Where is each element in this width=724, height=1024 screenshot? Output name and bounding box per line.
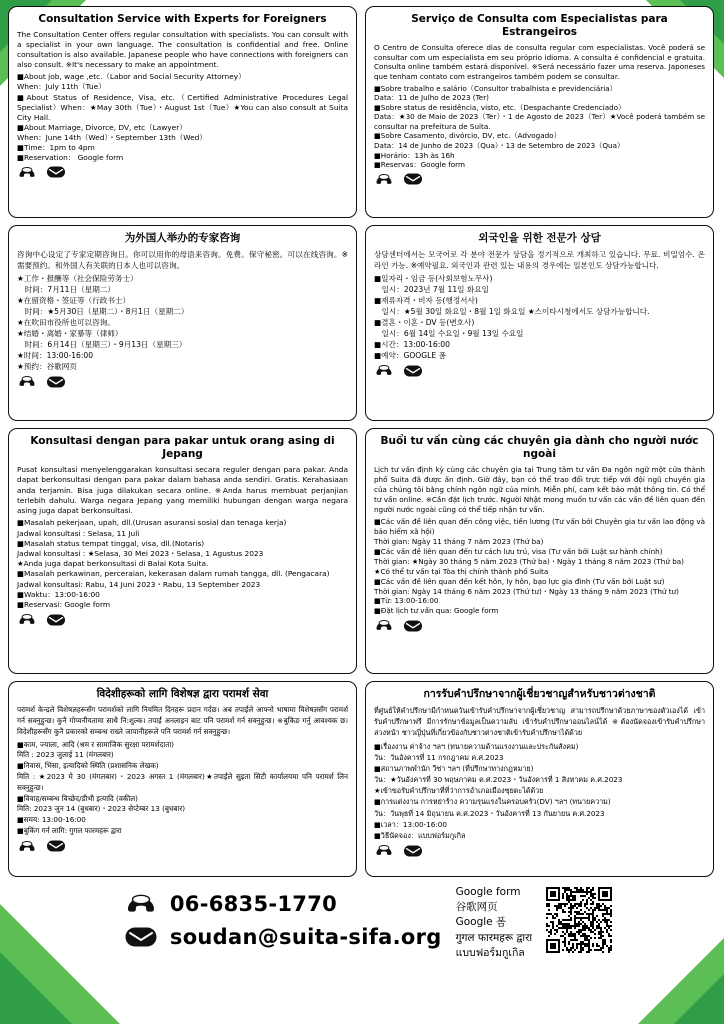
- card-line: Thời gian: Ngày 11 tháng 7 năm 2023 (Thứ ba): [374, 536, 544, 546]
- phone-number: 06-6835-1770: [169, 892, 338, 916]
- mail-icon: [46, 165, 66, 179]
- phone-icon: [17, 165, 37, 180]
- card-line: ■เวลา：13:00-16:00: [374, 819, 447, 829]
- phone-icon: [374, 172, 394, 187]
- google-form-label-zh: 谷歌网页: [455, 901, 498, 914]
- phone-icon: [17, 839, 37, 854]
- card-title: Buổi tư vấn cùng các chuyên gia dành cho người nước ngoài: [380, 435, 699, 461]
- card-title: 외국인을 위한 전문가 상담: [478, 232, 601, 244]
- card-intro: परामर्श केन्द्रले विशेषज्ञहरूसँग परामर्शको लागि नियमित दिनहरू प्रदान गर्दछ। अब तपाईंले आफ्नो भाषामा विशेषज्ञसँग परामर्श गर्न सक्नुहुन्छ। कुनै गोप्यनीयतामा साथै नि:शुल्क। तपाईं अनलाइन बाट पनि परामर्श गर्न सक्नुहुन्छ। ※बुकिङ गर्नु आवश्यक छ। विदेशीहरूसँग कुनै प्रकारको सम्बन्ध राख्ने जापानीहरूले पनि परामर्श गर्न सक्नुहुन्छ।: [17, 705, 348, 736]
- mail-icon: [46, 375, 66, 389]
- card-line: ■สถานภาพพำนัก วีซ่า ฯลฯ (ที่ปรึกษาทางกฎหมาย): [374, 763, 534, 773]
- card-line: ■Time：1pm to 4pm: [17, 142, 95, 152]
- card-contact-icons: [17, 165, 348, 180]
- card-line: ■About job, wage ,etc.（Labor and Social Security Attorney）: [17, 72, 246, 82]
- card-contact-icons: [374, 172, 705, 187]
- card-line: ■Sobre trabalho e salário（Consultor trabalhista e previdenciária）: [374, 83, 617, 93]
- card-line: ■निवास, भिसा, इत्यादिको स्थिति (प्रशासनिक लेखक): [17, 761, 159, 771]
- card-line: ■Reservation： Google form: [17, 152, 124, 162]
- card-line: Data：14 de Junho de 2023（Qua）・13 de Setembro de 2023（Qua）: [374, 141, 625, 151]
- footer-contact: [8, 883, 716, 961]
- card-line: ★结婚・离婚・家暴等（律师）: [17, 329, 123, 339]
- card-line: ■Các vấn đề liên quan đến kết hôn, ly hôn, bạo lực gia đình (Tư vấn bởi Luật sư): [374, 576, 665, 586]
- card-contact-icons: [374, 363, 705, 378]
- card-line: ■시간：13:00-16:00: [374, 340, 450, 350]
- card-line: ■Các vấn đề liên quan đến tư cách lưu trú, visa (Tư vấn bởi Luật sư hành chính): [374, 546, 663, 556]
- mail-icon: [124, 925, 158, 949]
- card-line: Data：11 de Julho de 2023 (Ter): [374, 93, 489, 103]
- mail-icon: [403, 619, 423, 633]
- google-form-label-en: Google form: [455, 886, 521, 898]
- mail-icon: [46, 613, 66, 627]
- card-line: मिति : ★2023 मे 30 (मंगलबार)・2023 अगस्त 1 (मंगलबार)★तपाईंले सुइता सिटी कार्यालयमा पनि परामर्श लिन सक्नुहुन्छ।: [17, 771, 348, 792]
- card-contact-icons: [374, 843, 705, 858]
- card-line: 时间：7月11日（星期二）: [17, 285, 116, 295]
- card-line: ■Sobre status de residência, visto, etc.（Despachante Credenciado）: [374, 102, 626, 112]
- card-line: วัน：วันพุธที่ 14 มิถุนายน ค.ศ.2023・วันอังคารที่ 13 กันยายน ค.ศ.2023: [374, 808, 605, 818]
- card-line: When：June 14th（Wed）・September 13th（Wed）: [17, 132, 207, 142]
- consultation-card-chinese: [8, 225, 357, 421]
- card-line: ■About Status of Residence, Visa, etc.（Certified Administrative Procedures Legal Specialist）When：★May 30th（Tue）・August 1st（Tue）★You can also consult at Suita City Hall.: [17, 92, 348, 122]
- card-contact-icons: [17, 839, 348, 854]
- card-contact-icons: [17, 374, 348, 389]
- card-line: ★Có thể tư vấn tại Tòa thị chính thành phố Suita: [374, 566, 549, 576]
- card-line: ■재류자격・비자 등(행정서사): [374, 296, 478, 306]
- card-line: ■Masalah pekerjaan, upah, dll.(Urusan asuransi sosial dan tenaga kerja): [17, 518, 287, 528]
- card-intro: Pusat konsultasi menyelenggarakan konsultasi secara reguler dengan para pakar. Anda dapat berkonsultasi dengan para pakar dalam bahasa anda sendiri. Gratis. Kerahasiaan anda terjamin. Bisa juga dilakukan secara online. ※Anda harus membuat perjanjian terlebih dahulu. Warga negara Jepang yang memiliki hubungan dengan warga negara asing juga dapat berkonsultasi.: [17, 465, 348, 516]
- card-line: Thời gian: Ngày 14 tháng 6 năm 2023 (Thứ tư)・Ngày 13 tháng 9 năm 2023 (Thứ tư): [374, 586, 679, 596]
- card-line: Jadwal konsultasi : Selasa, 11 Juli: [17, 528, 140, 538]
- email-address: soudan@suita-sifa.org: [169, 925, 442, 949]
- consultation-card-english: [8, 6, 357, 218]
- card-line: ■결혼・이혼・DV 등(변호사): [374, 318, 475, 328]
- card-title: Consultation Service with Experts for Foreigners: [38, 13, 327, 25]
- card-title: Konsultasi dengan para pakar untuk orang asing di Jepang: [30, 435, 335, 461]
- card-line: मिति: 2023 जुन 14 (बुधबार)・2023 सेप्टेम्बर 13 (बुधबार): [17, 804, 186, 814]
- card-contact-icons: [374, 618, 705, 633]
- card-intro: 咨询中心设定了专家定期咨询日。你可以用你的母语来咨询。免费。保守秘密。可以在线咨询。※需要预约。和外国人有关联的日本人也可以咨询。: [17, 250, 348, 271]
- phone-icon: [17, 374, 37, 389]
- card-intro: 상담센터에서는 모국어로 각 분야 전문가 상담을 정기적으로 개최하고 있습니다. 무료. 비밀엄수. 온라인 가능. ※예약필요. 외국인과 관련 있는 내용의 경우에는 일본인도 상담가능합니다.: [374, 250, 705, 271]
- card-line: ■Sobre Casamento, divórcio, DV, etc.（Advogado）: [374, 131, 561, 141]
- card-line: ■Reservasi: Google form: [17, 600, 111, 610]
- card-line: 时间：6月14日（星期三）・9月13日（星期三）: [17, 340, 187, 350]
- card-line: Jadwal konsultasi : ★Selasa, 30 Mei 2023・Selasa, 1 Agustus 2023: [17, 549, 264, 558]
- card-line: When：July 11th（Tue）: [17, 82, 106, 92]
- card-line: ■วิธีนัดจอง：แบบฟอร์มกูเกิล: [374, 830, 466, 840]
- card-line: ■การแต่งงาน การหย่าร้าง ความรุนแรงในครอบครัว(DV) ฯลฯ (ทนายความ): [374, 797, 611, 807]
- card-intro: O Centro de Consulta oferece dias de consulta regular com especialistas. Você poderá se consultar com um especialista em seu próprio idioma. A consulta é confidencial e gratuita. Consulta online também estará disponível. ※Será necessário fazer uma reserva. Japoneses que tenham contato com estrangeiros também podem se consultar.: [374, 43, 705, 81]
- card-line: मिति : 2023 जुलाई 11 (मंगलबार): [17, 750, 114, 760]
- card-line: วัน：วันอังคารที่ 11 กรกฎาคม ค.ศ.2023: [374, 752, 504, 762]
- card-line: Data：★30 de Maio de 2023（Ter）・1 de Agosto de 2023（Ter）★Você poderá também se consultar na prefeitura de Suita.: [374, 112, 705, 131]
- card-title: Serviço de Consulta com Especialistas para Estrangeiros: [411, 13, 668, 39]
- card-line: ★在留资格・签证等（行政书士）: [17, 296, 131, 306]
- card-line: ★工作・报酬等（社会保险劳务士）: [17, 274, 138, 284]
- card-line: ■Masalah perkawinan, perceraian, kekerasan dalam rumah tangga, dll. (Pengacara): [17, 569, 330, 579]
- phone-icon: [17, 612, 37, 627]
- mail-icon: [403, 172, 423, 186]
- contact-block: [124, 883, 442, 949]
- card-contact-icons: [17, 612, 348, 627]
- phone-row[interactable]: [124, 891, 442, 917]
- card-line: ■About Marriage, Divorce, DV, etc（Lawyer）: [17, 122, 187, 132]
- consultation-card-nepali: [8, 681, 357, 877]
- mail-icon: [46, 839, 66, 853]
- card-line: ■일자리・임금 등(사회보험노무사): [374, 274, 493, 284]
- card-line: ■Reservas：Google form: [374, 160, 465, 170]
- consultation-card-indonesian: [8, 428, 357, 674]
- card-line: 일시：2023년 7월 11일 화요일: [374, 285, 489, 295]
- phone-icon: [374, 618, 394, 633]
- card-title: 为外国人举办的专家咨询: [124, 232, 241, 244]
- card-line: ★时间：13:00-16:00: [17, 351, 94, 361]
- phone-icon: [124, 891, 158, 917]
- qr-code[interactable]: [546, 887, 612, 953]
- card-intro: ที่ศูนย์ให้คำปรึกษามีกำหนดวันเข้ารับคำปรึกษาจากผู้เชี่ยวชาญ สามารถปรึกษาด้วยภาษาของตัวเองได้ เข้ารับคำปรึกษาฟรี มีการรักษาข้อมูลเป็นความลับ เข้ารับคำปรึกษาออนไลน์ได้ ※ต้องนัดจองเข้ารับคำปรึกษาล่วงหน้า ชาวญี่ปุ่นที่เกี่ยวข้องกับชาวต่างชาติเข้ารับคำปรึกษาได้ด้วย: [374, 706, 705, 738]
- card-line: ★Anda juga dapat berkonsultasi di Balai Kota Suita.: [17, 559, 209, 569]
- card-title: विदेशीहरूको लागि विशेषज्ञ द्वारा परामर्श सेवा: [96, 688, 269, 700]
- card-line: Jadwal konsultasi: Rabu, 14 Juni 2023・Rabu, 13 September 2023: [17, 579, 261, 589]
- card-line: ■Masalah status tempat tinggal, visa, dll.(Notaris): [17, 538, 205, 548]
- google-form-labels: [456, 883, 533, 961]
- consultation-card-thai: [365, 681, 714, 877]
- card-line: วัน：★วันอังคารที่ 30 พฤษภาคม ค.ศ.2023・วันอังคารที่ 1 สิงหาคม ค.ศ.2023: [374, 775, 623, 785]
- card-line: 일시：6월 14일 수요일・9월 13일 수요일: [374, 329, 524, 339]
- consultation-card-portuguese: [365, 6, 714, 218]
- google-form-label-ne: गुगल फारमहरू द्वारा: [455, 931, 533, 944]
- consultation-card-vietnamese: [365, 428, 714, 674]
- mail-icon: [403, 364, 423, 378]
- mail-icon: [403, 844, 423, 858]
- card-line: ★在吹田市役所也可以咨询。: [17, 318, 115, 328]
- card-intro: Lịch tư vấn định kỳ cùng các chuyên gia tại Trung tâm tư vấn Đa ngôn ngữ một cửa thành phố Suita đã được ấn định. Giờ đây, bạn có thể trao đổi trực tiếp với đội ngũ chuyên gia của chúng tôi bằng chính ngôn ngữ của mình. Miễn phí, cam kết bảo mật thông tin. Có thể tư vấn online. ※Cần đặt lịch trước. Người Nhật mong muốn tư vấn các vấn đề liên quan đến người nước ngoài cũng có thể tiếp nhận tư vấn.: [374, 465, 705, 514]
- phone-icon: [374, 363, 394, 378]
- card-line: ★เข้าขอรับคำปรึกษาที่ที่ว่าการอำเภอเมืองซุยตะได้ด้วย: [374, 786, 544, 796]
- card-line: 일시：★5월 30일 화요일・8월 1일 화요일 ★스이타시청에서도 상담가능합니다.: [374, 307, 650, 317]
- email-row[interactable]: [124, 925, 442, 949]
- google-form-label-ko: Google 폼: [455, 916, 507, 929]
- phone-icon: [374, 843, 394, 858]
- card-line: ■विवाह/सम्बन्ध विच्छेद/डीभी इत्यादि (वकील): [17, 793, 138, 803]
- consultation-card-korean: [365, 225, 714, 421]
- google-form-label-th: แบบฟอร์มกูเกิล: [455, 946, 525, 959]
- card-line: ■काम, ज्याला, आदि (श्रम र सामाजिक सुरक्षा परामर्शदाता): [17, 739, 174, 749]
- card-line: Thời gian: ★Ngày 30 tháng 5 năm 2023 (Thứ ba)・Ngày 1 tháng 8 năm 2023 (Thứ ba): [374, 556, 684, 566]
- card-title: การรับคำปรึกษาจากผู้เชี่ยวชาญสำหรับชาวต่างชาติ: [423, 688, 656, 700]
- card-line: ■Waktu：13:00-16:00: [17, 589, 100, 599]
- card-line: ■เรื่องงาน ค่าจ้าง ฯลฯ (ทนายความด้านแรงงานและประกันสังคม): [374, 741, 579, 751]
- card-line: ■Horário：13h às 16h: [374, 150, 455, 160]
- card-line: ■Đặt lịch tư vấn qua: Google form: [374, 606, 499, 616]
- card-line: ■Từ: 13:00-16:00: [374, 596, 439, 606]
- card-line: ■Các vấn đề liên quan đến công việc, tiền lương (Tư vấn bởi Chuyên gia tư vấn lao động và bảo hiểm xã hội): [374, 516, 705, 536]
- consultation-card-grid: [8, 6, 716, 877]
- card-line: ■समय: 13:00-16:00: [17, 815, 86, 825]
- card-intro: The Consultation Center offers regular consultation with specialists. You can consult with a specialist in your own language. The consultation is confidential and free. Online consultation is also available. Japanese people who have connections with foreigners can also consult. ※It's necessary to make an appointment.: [17, 30, 348, 70]
- card-line: ■बुकिंग गर्न लागि: गुगल फारमहरू द्वारा: [17, 825, 122, 835]
- card-line: 时间：★5月30日（星期二）・8月1日（星期二）: [17, 307, 189, 317]
- card-line: ★预约：谷歌网页: [17, 362, 77, 372]
- card-line: ■예약：GOOGLE 폼: [374, 351, 446, 361]
